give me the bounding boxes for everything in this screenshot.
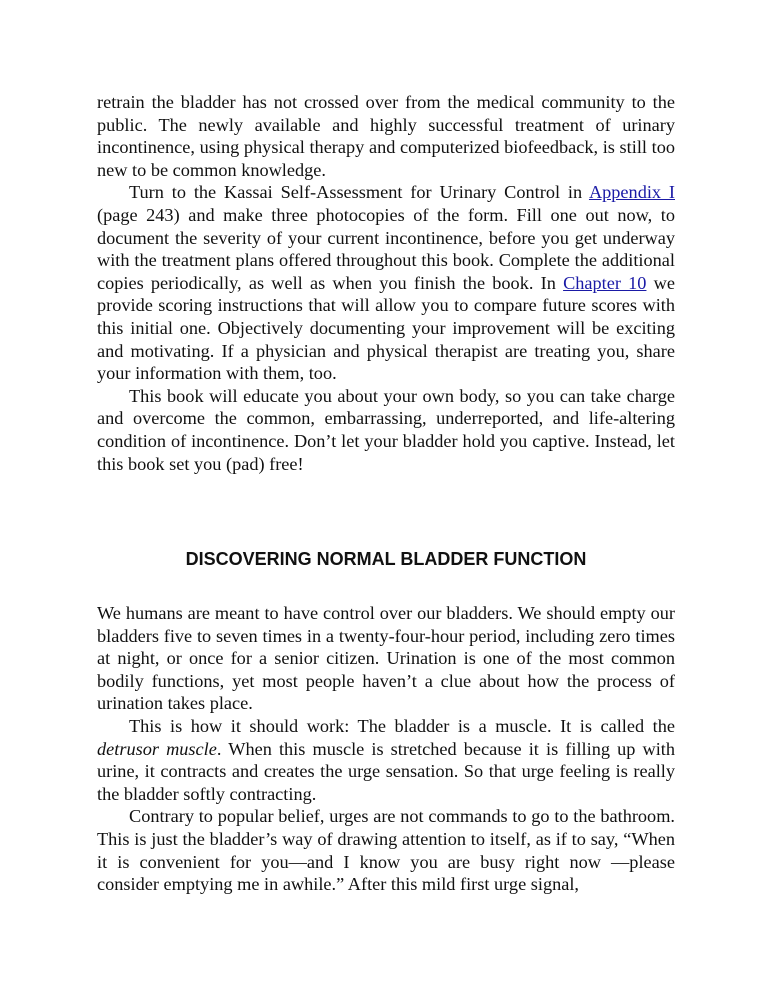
chapter-10-link[interactable]: Chapter 10 <box>563 272 647 293</box>
paragraph-text: This is how it should work: The bladder is a muscle. It is called the <box>129 716 675 737</box>
paragraph <box>97 715 675 805</box>
italic-term: detrusor muscle <box>97 738 217 759</box>
paragraph-text: we provide scoring instructions that will allow you to compare future scores with this initial one. Objectively documenting your improvement will be exciting and motivating. If a physician and physical therapist are treating you, share your information with them, too. <box>97 272 675 384</box>
paragraph <box>97 181 675 384</box>
paragraph: This book will educate you about your own body, so you can take charge and overcome the common, embarrassing, underreported, and life-altering condition of incontinence. Don’t let your bladder hold you captive. Instead, let this book set you (pad) free! <box>97 385 675 474</box>
paragraph: We humans are meant to have control over our bladders. We should empty our bladders five to seven times in a twenty-four-hour period, including zero times at night, or once for a senior citizen. Urination is one of the most common bodily functions, yet most people haven’t a clue about how the process of urination takes place. <box>97 603 675 714</box>
paragraph: retrain the bladder has not crossed over from the medical community to the public. The newly available and highly successful treatment of urinary incontinence, using physical therapy and computerized biofeedback, is still too new to be common knowledge. <box>97 92 675 180</box>
appendix-i-link[interactable]: Appendix I <box>588 182 675 203</box>
page-content <box>97 91 675 896</box>
paragraph-text: . When this muscle is stretched because it is filling up with urine, it contracts and creates the urge sensation. So that urge feeling is really the bladder softly contracting. <box>97 738 675 804</box>
section-body <box>97 602 675 896</box>
paragraph-text: (page 243) and make three photocopies of the form. Fill one out now, to document the severity of your current incontinence, before you get underway with the treatment plans offered throughout this book. Complete the additional copies periodically, as well as when you finish the book. In <box>97 204 675 293</box>
paragraph-text: Turn to the Kassai Self-Assessment for Urinary Control in <box>129 182 589 203</box>
paragraph: Contrary to popular belief, urges are not commands to go to the bathroom. This is just the bladder’s way of drawing attention to itself, as if to say, “When it is convenient for you—and I know you are busy right now —please consider emptying me in awhile.” After this mild first urge signal, <box>97 806 675 895</box>
section-heading: DISCOVERING NORMAL BLADDER FUNCTION <box>185 549 587 570</box>
